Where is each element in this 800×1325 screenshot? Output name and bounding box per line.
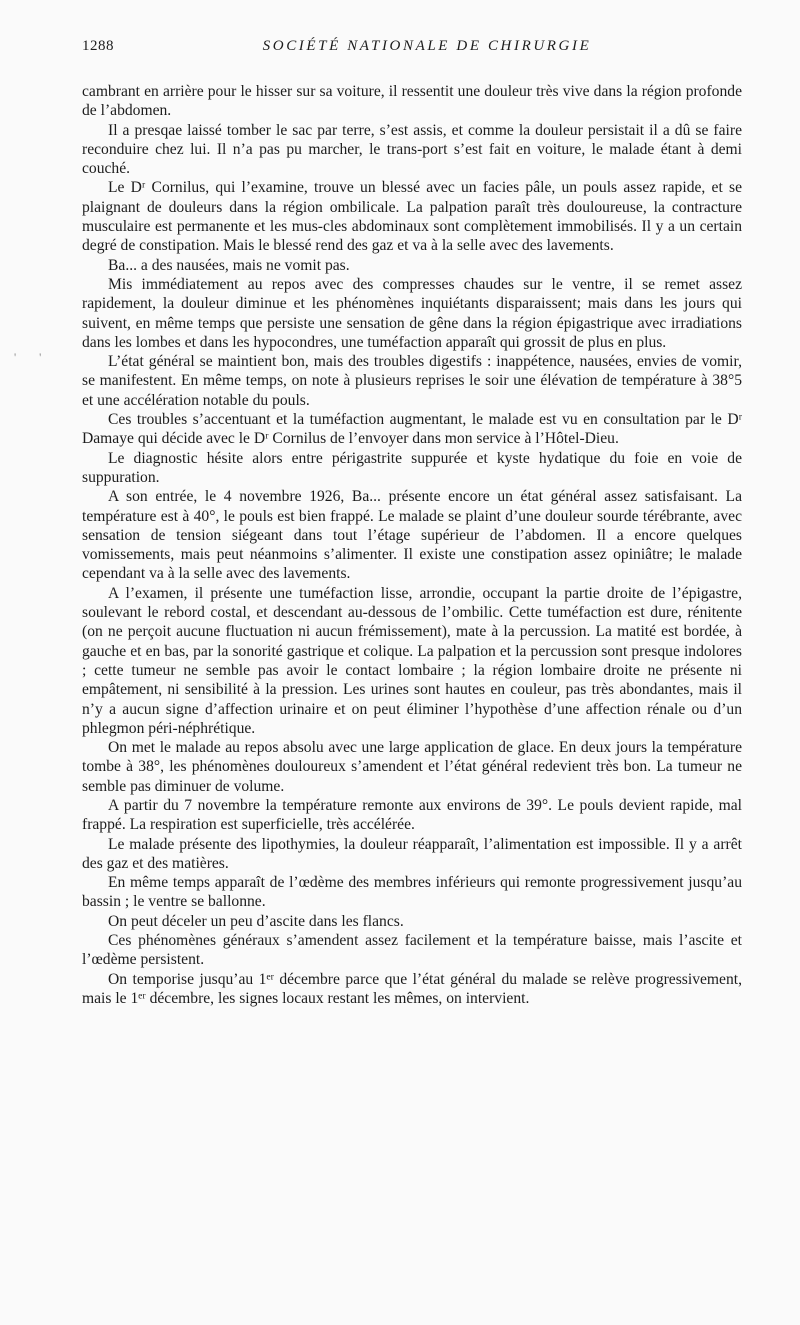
paragraph-13: Le malade présente des lipothymies, la douleur réapparaît, l’alimentation est impossible. Il y a arrêt des gaz et des matières.	[82, 835, 742, 872]
paragraph-4: Ba... a des nausées, mais ne vomit pas.	[108, 256, 350, 274]
paragraph-5: Mis immédiatement au repos avec des compresses chaudes sur le ventre, il se remet assez rapidement, la douleur diminue et les phénomènes inquiétants disparaissent; mais dans les jours qui suivent, en même temps que persiste une sensation de gêne dans la région épigastrique avec irradiations dans les lombes et dans les hypocondres, une tuméfaction apparaît qui grossit de plus en plus.	[82, 275, 742, 351]
paragraph-1: cambrant en arrière pour le hisser sur sa voiture, il ressentit une douleur très vive dans la région profonde de l’abdomen.	[82, 83, 742, 120]
page-number: 1288	[82, 38, 114, 54]
article-body	[82, 82, 742, 1008]
paragraph-14: En même temps apparaît de l’œdème des membres inférieurs qui remonte progressivement jusqu’au bassin ; le ventre se ballonne.	[82, 874, 742, 911]
paragraph-9: A son entrée, le 4 novembre 1926, Ba... présente encore un état général assez satisfaisant. La température est à 40°, le pouls est bien frappé. Le malade se plaint d’une douleur sourde térébrante, avec sensation de tension siégeant dans tout l’étage supérieur de l’abdomen. Il a encore quelques vomissements, mais peut néanmoins s’alimenter. Il existe une constipation assez opiniâtre; le malade cependant va à la selle avec des lavements.	[82, 488, 742, 583]
paragraph-11: On met le malade au repos absolu avec une large application de glace. En deux jours la température tombe à 38°, les phénomènes douloureux s’amendent et l’état général redevient très bon. La tumeur ne semble pas diminuer de volume.	[82, 739, 742, 795]
paragraph-2: Il a presqae laissé tomber le sac par terre, s’est assis, et comme la douleur persistait il a dû se faire reconduire chez lui. Il n’a pas pu marcher, le trans-port s’est fait en voiture, le malade étant à demi couché.	[82, 121, 742, 178]
paragraph-16: Ces phénomènes généraux s’amendent assez facilement et la température baisse, mais l’ascite et l’œdème persistent.	[82, 932, 742, 969]
paragraph-3: Le Dʳ Cornilus, qui l’examine, trouve un blessé avec un facies pâle, un pouls assez rapide, et se plaignant de douleurs dans la région ombilicale. La palpation paraît très douloureuse, la contracture musculaire est permanente et les mus-cles abdominaux sont complètement immobilisés. Il y a un certain degré de constipation. Mais le blessé rend des gaz et va à la selle avec des lavements.	[82, 179, 742, 255]
paragraph-8: Le diagnostic hésite alors entre périgastrite suppurée et kyste hydatique du foie en voie de suppuration.	[82, 449, 742, 486]
margin-mark: ' '	[14, 350, 52, 364]
page-header	[82, 38, 742, 62]
paragraph-6: L’état général se maintient bon, mais des troubles digestifs : inappétence, nausées, envies de vomir, se manifestent. En même temps, on note à plusieurs reprises le soir une élévation de température à 38°5 et une accélération notable du pouls.	[82, 353, 742, 409]
paragraph-12: A partir du 7 novembre la température remonte aux environs de 39°. Le pouls devient rapide, mal frappé. La respiration est superficielle, très accélérée.	[82, 796, 742, 834]
running-head: SOCIÉTÉ NATIONALE DE CHIRURGIE	[262, 38, 592, 54]
paragraph-17: On temporise jusqu’au 1ᵉʳ décembre parce que l’état général du malade se relève progressivement, mais le 1ᵉʳ décembre, les signes locaux restant les mêmes, on intervient.	[82, 970, 742, 1007]
paragraph-15: On peut déceler un peu d’ascite dans les flancs.	[108, 912, 404, 930]
paragraph-7: Ces troubles s’accentuant et la tuméfaction augmentant, le malade est vu en consultation par le Dʳ Damaye qui décide avec le Dʳ Cornilus de l’envoyer dans mon service à l’Hôtel-Dieu.	[82, 411, 742, 448]
paragraph-10: A l’examen, il présente une tuméfaction lisse, arrondie, occupant la partie droite de l’épigastre, soulevant le rebord costal, et descendant au-dessous de l’ombilic. Cette tuméfaction est dure, rénitente (on ne perçoit aucune fluctuation ni aucun frémissement), mate à la percussion. La matité est bordée, à gauche et en bas, par la sonorité gastrique et colique. La palpation et la percussion sont presque indolores ; cette tumeur ne semble pas avoir le contact lombaire ; la région lombaire droite ne présente ni empâtement, ni sensibilité à la pression. Les urines sont hautes en couleur, pas très abondantes, mais il n’y a aucun signe d’affection urinaire et on peut éliminer l’hypothèse d’une affection rénale ou d’un phlegmon péri-néphrétique.	[82, 584, 742, 737]
